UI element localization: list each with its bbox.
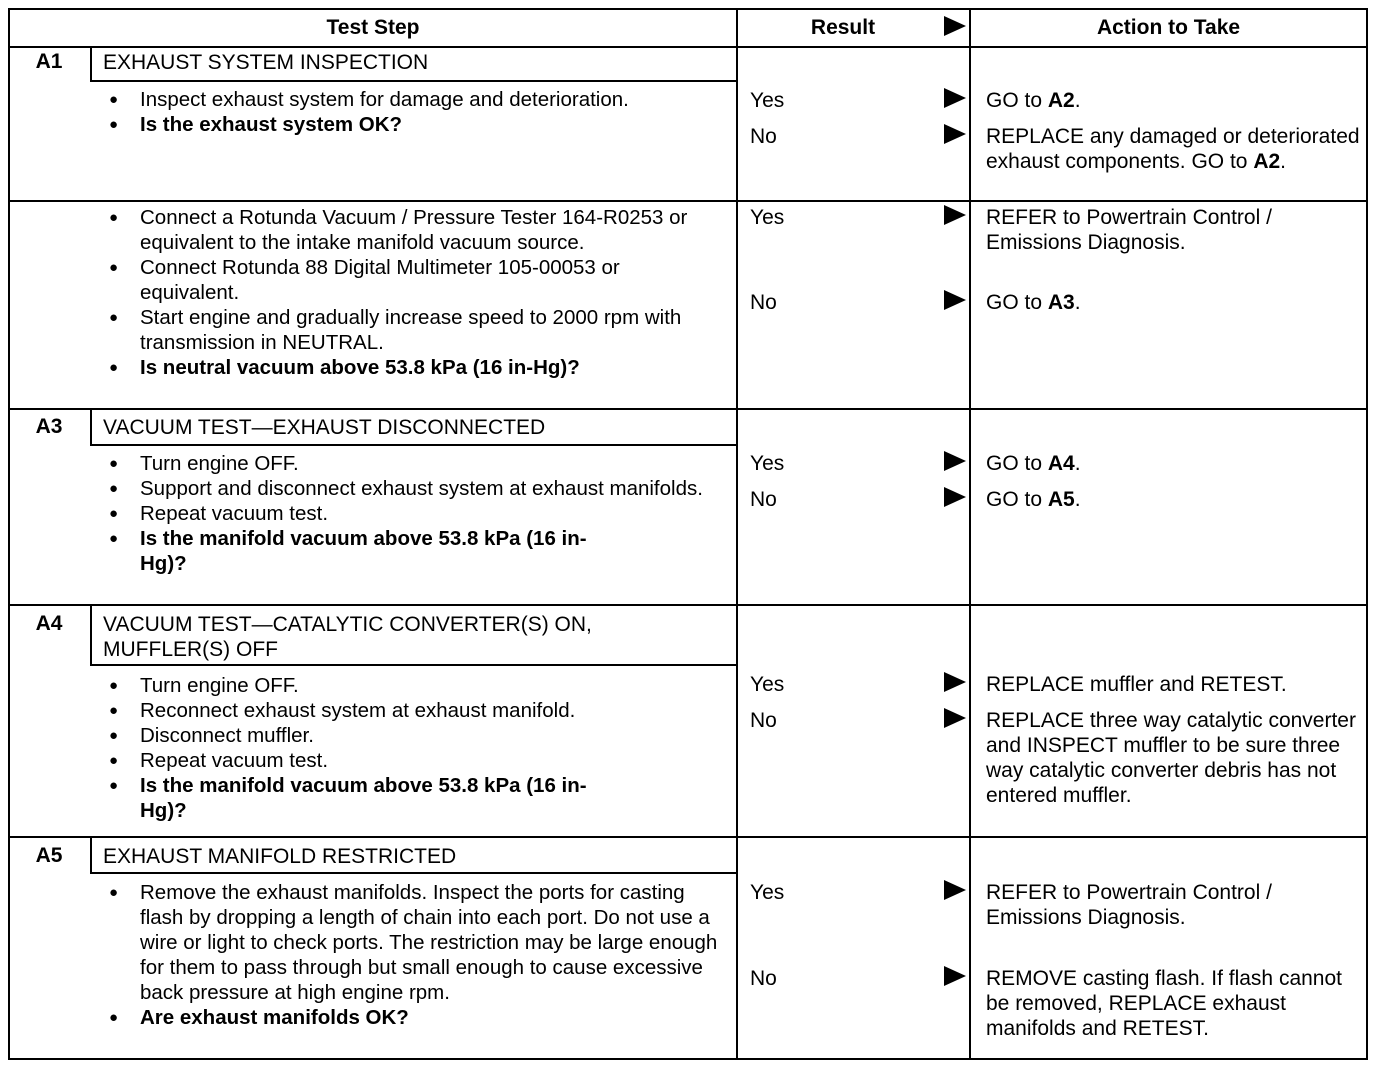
header-action: Action to Take — [1096, 16, 1241, 39]
action-yes — [986, 88, 1366, 113]
result-yes: Yes — [750, 881, 785, 904]
header-arrow-icon — [944, 16, 966, 36]
arrow-right-icon — [944, 205, 966, 225]
action-text-end: . — [1280, 150, 1287, 173]
code-separator — [90, 408, 92, 444]
action-text: REPLACE three way catalytic converter and INSPECT muffler to be sure three way catalytic converter debris has not entered muffler. — [986, 709, 1356, 807]
step-item: ● Turn engine OFF. — [103, 451, 713, 476]
action-no — [986, 124, 1366, 174]
arrow-right-icon — [944, 966, 966, 986]
action-text-end: . — [1074, 291, 1081, 314]
result-yes: Yes — [750, 89, 785, 112]
result-no: No — [750, 709, 777, 732]
action-no — [986, 487, 1366, 512]
step-item: ● Remove the exhaust manifolds. Inspect the ports for casting flash by dropping a length of chain into each port. Do not use a wire or light to check ports. The restriction may be large enough for them to pass through but small enough to cause excessive back pressure at high engine rpm. — [103, 880, 723, 1005]
step-item: ● Inspect exhaust system for damage and deterioration. — [103, 87, 703, 112]
arrow-right-icon — [944, 880, 966, 900]
result-no: No — [750, 125, 777, 148]
step-item: ● Connect a Rotunda Vacuum / Pressure Tester 164-R0253 or equivalent to the intake manifold vacuum source. — [103, 205, 713, 255]
action-text: REPLACE any damaged or deteriorated exhaust components. GO to — [986, 125, 1360, 173]
step-item: ● Reconnect exhaust system at exhaust manifold. — [103, 698, 713, 723]
code-separator — [90, 604, 92, 664]
table-bottom-border — [8, 1058, 1368, 1060]
action-text-end: . — [1074, 488, 1081, 511]
action-text-end: . — [1074, 452, 1081, 475]
arrow-right-icon — [944, 88, 966, 108]
action-text: REMOVE casting flash. If flash cannot be removed, REPLACE exhaust manifolds and RETEST. — [986, 967, 1342, 1040]
action-ref: A4 — [1047, 452, 1075, 475]
result-no: No — [750, 488, 777, 511]
table-left-border — [8, 8, 10, 1060]
action-no — [986, 966, 1346, 1041]
step-title: EXHAUST SYSTEM INSPECTION — [103, 51, 429, 74]
result-yes: Yes — [750, 206, 785, 229]
row-divider — [8, 604, 1368, 606]
title-underline — [90, 444, 736, 446]
step-title: EXHAUST MANIFOLD RESTRICTED — [103, 845, 457, 868]
row-divider — [8, 200, 1368, 202]
action-ref: A3 — [1047, 291, 1075, 314]
code-separator — [90, 836, 92, 872]
step-item: ● Disconnect muffler. — [103, 723, 713, 748]
step-code: A5 — [35, 844, 63, 867]
arrow-right-icon — [944, 451, 966, 471]
step-title: VACUUM TEST—CATALYTIC CONVERTER(S) ON, MUFFLER(S) OFF — [103, 613, 592, 661]
step-list — [103, 673, 713, 823]
action-yes — [986, 451, 1366, 476]
header-test-step: Test Step — [326, 16, 420, 39]
row-divider — [8, 408, 1368, 410]
action-yes — [986, 205, 1316, 255]
arrow-right-icon — [944, 124, 966, 144]
result-yes: Yes — [750, 452, 785, 475]
header-bottom-border — [8, 46, 1368, 48]
header-result: Result — [810, 16, 876, 39]
step-result-divider — [736, 8, 738, 1060]
action-ref: A2 — [1253, 150, 1281, 173]
step-question: ● Is the manifold vacuum above 53.8 kPa (16 in-Hg)? — [103, 526, 610, 576]
action-text: REFER to Powertrain Control / Emissions Diagnosis. — [986, 881, 1272, 929]
step-code: A1 — [35, 50, 63, 73]
step-code: A4 — [35, 612, 63, 635]
action-yes — [986, 880, 1316, 930]
action-text: GO to — [986, 291, 1048, 314]
step-question: ● Are exhaust manifolds OK? — [103, 1005, 723, 1030]
step-item: ● Turn engine OFF. — [103, 673, 713, 698]
step-code: A3 — [35, 415, 63, 438]
row-divider — [8, 836, 1368, 838]
result-action-divider — [969, 8, 971, 1060]
arrow-right-icon — [944, 672, 966, 692]
code-separator — [90, 46, 92, 80]
action-text: REPLACE muffler and RETEST. — [986, 673, 1287, 696]
step-list — [103, 205, 713, 380]
title-underline — [90, 872, 736, 874]
result-no: No — [750, 291, 777, 314]
step-list — [103, 880, 723, 1030]
step-title: VACUUM TEST—EXHAUST DISCONNECTED — [103, 416, 546, 439]
step-item: ● Connect Rotunda 88 Digital Multimeter 105-00053 or equivalent. — [103, 255, 713, 305]
step-item: ● Support and disconnect exhaust system at exhaust manifolds. — [103, 476, 713, 501]
action-text: REFER to Powertrain Control / Emissions Diagnosis. — [986, 206, 1272, 254]
arrow-right-icon — [944, 290, 966, 310]
title-underline — [90, 664, 736, 666]
step-list — [103, 451, 713, 576]
result-no: No — [750, 967, 777, 990]
arrow-right-icon — [944, 708, 966, 728]
step-question: ● Is the manifold vacuum above 53.8 kPa (16 in-Hg)? — [103, 773, 610, 823]
step-question: ● Is neutral vacuum above 53.8 kPa (16 in-Hg)? — [103, 355, 713, 380]
title-underline — [90, 80, 736, 82]
action-text-end: . — [1074, 89, 1081, 112]
diagnostic-table — [8, 8, 1368, 1060]
result-yes: Yes — [750, 673, 785, 696]
step-item: ● Repeat vacuum test. — [103, 501, 713, 526]
action-no — [986, 290, 1366, 315]
action-no — [986, 708, 1358, 808]
action-yes — [986, 672, 1366, 697]
action-text: GO to — [986, 488, 1048, 511]
action-text: GO to — [986, 452, 1048, 475]
step-list — [103, 87, 703, 137]
step-item: ● Repeat vacuum test. — [103, 748, 713, 773]
step-item: ● Start engine and gradually increase speed to 2000 rpm with transmission in NEUTRAL. — [103, 305, 713, 355]
step-question: ● Is the exhaust system OK? — [103, 112, 703, 137]
action-ref: A2 — [1047, 89, 1075, 112]
action-text: GO to — [986, 89, 1048, 112]
arrow-right-icon — [944, 487, 966, 507]
table-right-border — [1366, 8, 1368, 1060]
action-ref: A5 — [1047, 488, 1075, 511]
